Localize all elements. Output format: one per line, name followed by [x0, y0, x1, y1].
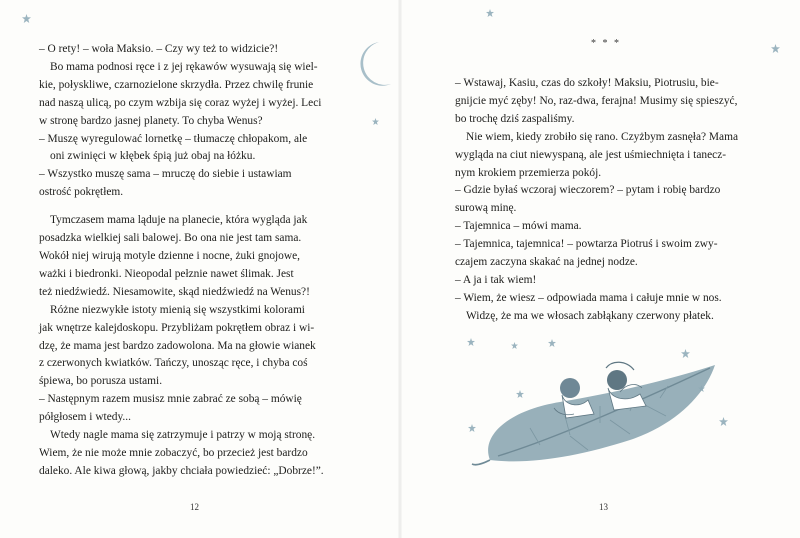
- text-line: surową minę.: [455, 202, 517, 215]
- text-line: bo trochę dziś zaspaliśmy.: [455, 112, 575, 125]
- text-line: nad naszą ulicą, po czym wzbija się coraz wyżej i wyżej. Leci: [39, 96, 322, 109]
- text-line: – Wiem, że wiesz – odpowiada mama i całuje mnie w nos.: [455, 291, 722, 304]
- text-line: – Następnym razem musisz mnie zabrać ze sobą – mówię: [39, 393, 302, 406]
- text-line: Nie wiem, kiedy zrobiło się rano. Czyżbym zasnęła? Mama: [466, 130, 739, 143]
- text-line: posadzka wielkiej sali balowej. Bo ona nie jest tam sama.: [39, 232, 302, 245]
- text-line: dzę, że mama jest bardzo zadowolona. Ma na głowie wianek: [39, 339, 316, 352]
- text-line: Różne niezwykłe istoty mienią się wszystkimi kolorami: [50, 303, 305, 316]
- text-line: półgłosem i wtedy...: [39, 411, 131, 424]
- text-line: z czerwonych kwiatków. Tańczy, unosząc ręce, i chyba coś: [39, 357, 308, 370]
- crescent-moon-icon: [357, 40, 397, 90]
- book-gutter: [398, 0, 402, 538]
- text-line: wygląda na ciut niewyspaną, ale jest uśmiechnięta i tanecz-: [455, 148, 727, 161]
- text-line: czajem zaczyna skakać na jednej nodze.: [455, 256, 638, 269]
- text-line: – Gdzie byłaś wczoraj wieczorem? – pytam i robię bardzo: [455, 184, 721, 197]
- star-icon: [771, 44, 780, 53]
- text-line: – O rety! – woła Maksio. – Czy wy też to widzicie?!: [39, 43, 279, 55]
- text-line: jak wnętrze kalejdoskopu. Przybliżam pokrętłem obraz i wi-: [39, 321, 315, 334]
- text-line: – A ja i tak wiem!: [455, 273, 537, 286]
- text-line: ważki i biedronki. Nieopodal pełznie nawet ślimak. Jest: [39, 267, 294, 280]
- text-line: śpiewa, bo porusza ustami.: [39, 375, 163, 388]
- text-line: – Muszę wyregulować lornetkę – tłumaczę chłopakom, ale: [39, 132, 308, 145]
- text-line: nym krokiem przemierza pokój.: [455, 166, 602, 179]
- leaf-illustration: [470, 340, 730, 470]
- text-line: gnijcie myć zęby! No, raz-dwa, ferajna! Musimy się spieszyć,: [455, 94, 738, 107]
- text-line: – Tajemnica, tajemnica! – powtarza Piotruś i swoim zwy-: [455, 238, 718, 251]
- star-icon: [22, 14, 31, 23]
- page-number-right: 13: [599, 502, 608, 512]
- text-line: kie, połyskliwe, czarnozielone skrzydła. Przez chwilę frunie: [39, 78, 314, 91]
- text-line: w stronę bardzo jasnej planety. To chyba Wenus?: [39, 114, 263, 127]
- text-line: Wokół niej wirują motyle dzienne i nocne, żuki gnojowe,: [39, 249, 300, 262]
- text-line: też niedźwiedź. Niesamowite, skąd niedźwiedź na Wenus?!: [39, 285, 310, 298]
- text-line: – Wstawaj, Kasiu, czas do szkoły! Maksiu, Piotrusiu, bie-: [455, 77, 719, 89]
- text-line: – Wszystko muszę sama – mruczę do siebie i ustawiam: [39, 168, 292, 181]
- text-line: – Tajemnica – mówi mama.: [455, 220, 582, 233]
- text-line: Wiem, że nie może mnie zobaczyć, bo przecież jest bardzo: [39, 446, 308, 459]
- section-break-mark: * * *: [591, 38, 621, 49]
- text-line: Bo mama podnosi ręce i z jej rękawów wysuwają się wiel-: [50, 60, 318, 73]
- text-line: Widzę, że ma we włosach zabłąkany czerwony płatek.: [466, 309, 714, 322]
- text-line: Tymczasem mama ląduje na planecie, która wygląda jak: [50, 214, 308, 227]
- text-line: Wtedy nagle mama się zatrzymuje i patrzy w moją stronę.: [50, 429, 316, 442]
- text-line: ostrość pokrętłem.: [39, 186, 124, 199]
- text-line: daleko. Ale kiwa głową, jakby chciała powiedzieć: „Dobrze!”.: [39, 464, 324, 477]
- right-page-text: [455, 75, 773, 326]
- star-icon: [486, 9, 494, 17]
- left-page-text: [39, 41, 361, 481]
- page-number-left: 12: [190, 502, 199, 512]
- text-line: oni zwinięci w kłębek śpią już obaj na łóżku.: [50, 150, 256, 163]
- star-icon: [372, 118, 379, 125]
